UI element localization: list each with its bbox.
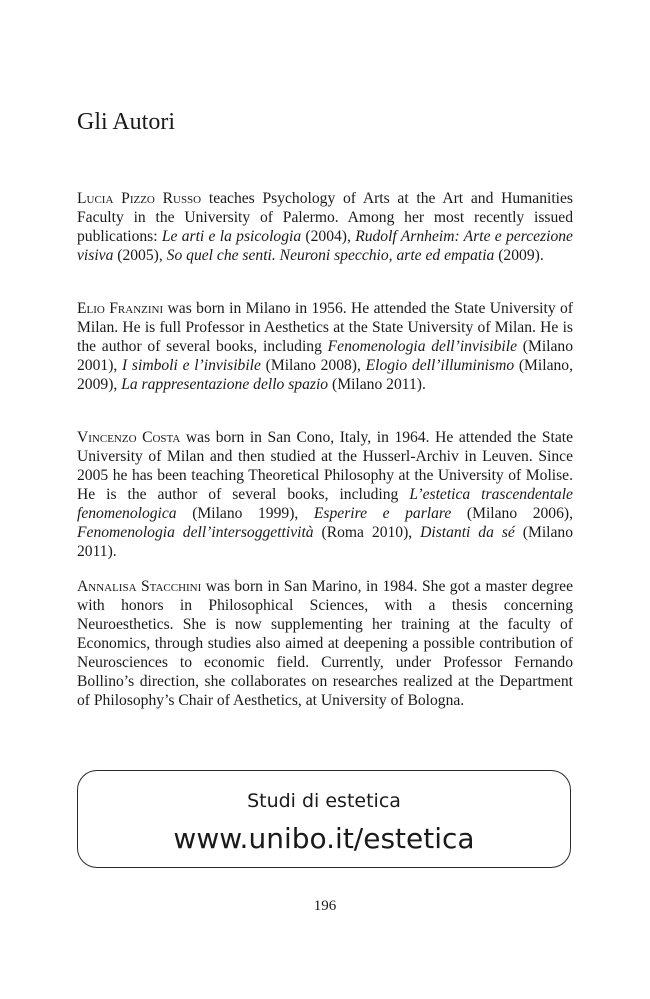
work-title: Fenomenologia dell’intersoggettività: [77, 524, 314, 541]
bio-text: (Milano 2006),: [451, 505, 573, 522]
page-title: Gli Autori: [77, 109, 176, 135]
author-bio-stacchini: [77, 577, 573, 710]
work-title: Esperire e parlare: [313, 505, 452, 522]
bio-text: (Milano 1999),: [176, 505, 314, 522]
work-title: L’estetica trascendentale fenomenologica: [77, 486, 573, 522]
bio-text: (Milano 2011).: [77, 524, 573, 560]
author-bio-russo: [77, 189, 573, 265]
bio-text: was born in San Marino, in 1984. She got a master degree with honors in Philosophical Sciences, with a thesis concerning Neuroesthetics. She is now supplementing her training at the faculty of Economics, through studies also aimed at deepening a possible contribution of Neurosciences to economic field. Currently, under Professor Fernando Bollino’s direction, she collaborates on researches realized at the Department of Philosophy’s Chair of Aesthetics, at University of Bologna.: [77, 578, 573, 709]
work-title: Distanti da sé: [420, 524, 515, 541]
series-title: Studi di estetica: [247, 790, 401, 812]
work-title: Elogio dell’illuminismo: [365, 357, 515, 374]
bio-text: (2004),: [301, 228, 356, 245]
work-title: Rudolf Arnheim: Arte e percezione visiva: [77, 228, 573, 264]
bio-text: (Milano, 2009),: [77, 357, 573, 393]
author-name: Annalisa Stacchini: [77, 578, 202, 595]
bio-text: (2005),: [113, 247, 167, 264]
work-title: I simboli e l’invisibile: [122, 357, 261, 374]
bio-text: (Milano 2011).: [328, 376, 426, 393]
page-number: 196: [313, 898, 337, 914]
bio-text: was born in Milano in 1956. He attended the State University of Milan. He is full Professor in Aesthetics at the State University of Milan. He is the author of several books, including: [77, 300, 573, 355]
series-ad-box: [77, 770, 571, 868]
bio-text: was born in San Cono, Italy, in 1964. He attended the State University of Milan and then studied at the Husserl-Archiv in Leuven. Since 2005 he has been teaching Theoretical Philosophy at the University of Molise. He is the author of several books, including: [77, 429, 573, 503]
bio-text: (Milano 2008),: [260, 357, 366, 374]
bio-text: (2009).: [494, 247, 544, 264]
work-title: La rappresentazione dello spazio: [121, 376, 329, 393]
bio-text: (Roma 2010),: [313, 524, 421, 541]
work-title: Le arti e la psicologia: [161, 228, 302, 245]
author-name: Elio Franzini: [77, 300, 164, 317]
author-name: Vincenzo Costa: [77, 429, 181, 446]
series-url: www.unibo.it/estetica: [173, 822, 475, 855]
work-title: So quel che senti. Neuroni specchio, arte ed empatia: [166, 247, 495, 264]
bio-text: teaches Psychology of Arts at the Art and Humanities Faculty in the University of Palermo. Among her most recently issued publications:: [77, 190, 573, 245]
author-bio-costa: [77, 428, 573, 561]
bio-text: (Milano 2001),: [77, 338, 573, 374]
author-bio-franzini: [77, 299, 573, 394]
author-name: Lucia Pizzo Russo: [77, 190, 202, 207]
work-title: Fenomenologia dell’invisibile: [327, 338, 517, 355]
